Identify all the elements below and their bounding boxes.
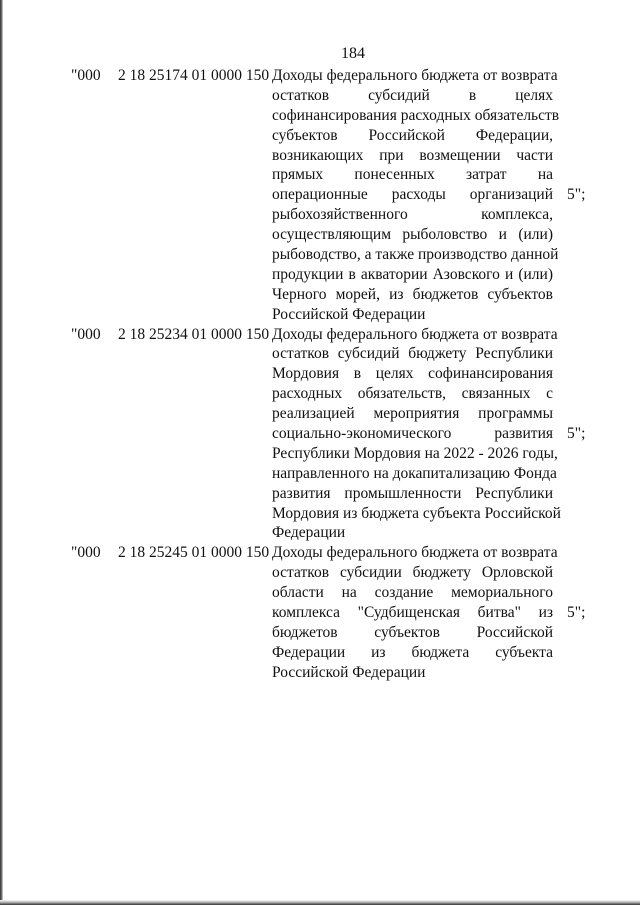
budget-classification-code: 2 18 25174 01 0000 150: [118, 67, 270, 84]
description-line: рыбохозяйственного комплекса,: [272, 206, 553, 224]
description-line: комплекса "Судбищенская битва" из: [272, 604, 553, 622]
description-line: Республики Мордовия на 2022 - 2026 годы,: [272, 444, 558, 462]
scan-bottom-edge: [0, 900, 640, 905]
description-line: рыбоводство, а также производство данной: [272, 246, 559, 264]
description-line: реализацией мероприятия программы: [272, 405, 553, 423]
entry-description: [272, 543, 558, 682]
description-line: операционные расходы организаций: [272, 186, 553, 204]
description-line: Российской Федерации: [272, 305, 426, 323]
description-line: Доходы федерального бюджета от возврата: [272, 544, 558, 562]
revenue-rate: 5";: [567, 424, 586, 442]
description-line: остатков субсидий в целях: [272, 86, 553, 104]
budget-entry: [0, 66, 640, 325]
description-line: субъектов Российской Федерации,: [272, 126, 553, 144]
description-line: Мордовия в целях софинансирования: [272, 365, 553, 383]
description-line: прямых понесенных затрат на: [272, 166, 553, 184]
description-line: возникающих при возмещении части: [272, 146, 553, 164]
description-line: Российской Федерации: [272, 663, 426, 681]
description-line: продукции в акватории Азовского и (или): [272, 265, 553, 283]
description-line: Доходы федерального бюджета от возврата: [272, 67, 558, 84]
description-line: софинансирования расходных обязательств: [272, 106, 560, 124]
budget-entry: [0, 325, 640, 544]
description-line: Черного морей, из бюджетов субъектов: [272, 285, 553, 303]
description-line: социально-экономического развития: [272, 425, 553, 443]
revenue-rate: 5";: [567, 186, 586, 203]
entry-description: [272, 325, 561, 544]
description-line: расходных обязательств, связанных с: [272, 385, 553, 403]
budget-classification-code: 2 18 25234 01 0000 150: [118, 325, 270, 343]
budget-code-list: [0, 66, 640, 683]
description-line: Мордовия из бюджета субъекта Российской: [272, 504, 561, 522]
entry-description: [272, 66, 560, 325]
budget-entry: [0, 543, 640, 682]
description-line: Доходы федерального бюджета от возврата: [272, 325, 558, 343]
description-line: осуществляющим рыболовство и (или): [272, 226, 553, 244]
description-line: остатков субсидии бюджету Орловской: [272, 564, 553, 582]
entry-prefix: "000: [71, 544, 101, 562]
page-number: 184: [341, 45, 365, 62]
description-line: Федерации из бюджета субъекта: [272, 643, 553, 661]
description-line: области на создание мемориального: [272, 584, 553, 602]
entry-prefix: "000: [71, 325, 101, 343]
revenue-rate: 5";: [567, 604, 586, 622]
budget-classification-code: 2 18 25245 01 0000 150: [118, 544, 270, 562]
description-line: остатков субсидий бюджету Республики: [272, 345, 553, 363]
description-line: развития промышленности Республики: [272, 484, 553, 502]
description-line: бюджетов субъектов Российской: [272, 623, 553, 641]
description-line: направленного на докапитализацию Фонда: [272, 464, 557, 482]
description-line: Федерации: [272, 524, 346, 542]
entry-prefix: "000: [71, 67, 101, 84]
